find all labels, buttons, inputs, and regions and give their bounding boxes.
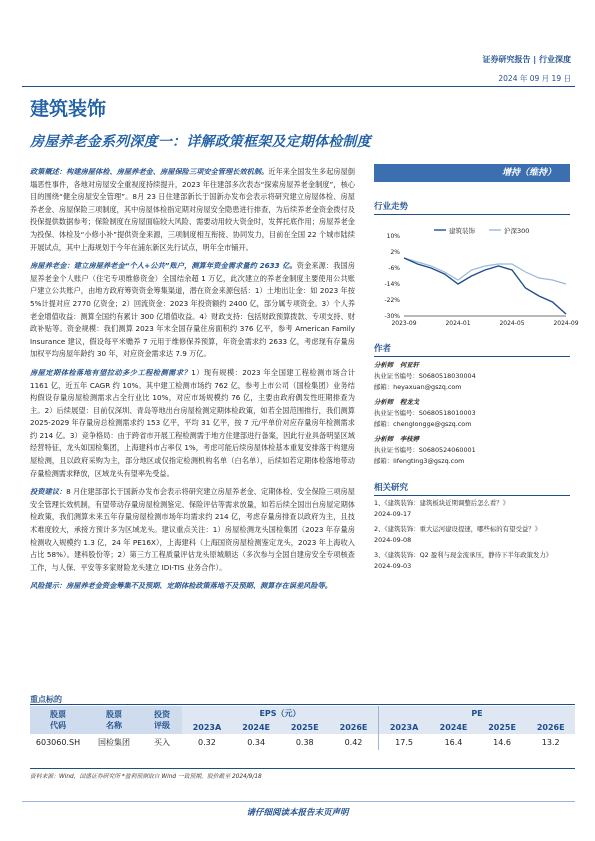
author-role: 分析师 [374, 435, 394, 443]
related-item-date: 2024-09-03 [374, 562, 412, 570]
authors-heading: 作者 [374, 342, 570, 357]
col-group-eps: EPS（元） [182, 706, 378, 720]
author-email: 邮箱：lifengting3@gszq.com [374, 457, 465, 465]
author-block-2 [374, 397, 570, 430]
col-year: 2026E [329, 720, 378, 734]
x-tick-label: 2024-05 [499, 320, 525, 327]
footer-divider [22, 801, 575, 802]
col-header-code: 股票 代码 [30, 706, 86, 734]
x-tick-label: 2023-09 [391, 320, 417, 327]
legend-label-b: 沪深300 [504, 227, 530, 235]
disclaimer-footer: 请仔细阅读本报告末页声明 [246, 808, 349, 818]
legend-label-a: 建筑装饰 [449, 227, 475, 235]
table-row [30, 734, 575, 750]
pension-paragraph [30, 260, 355, 361]
author-name-row [374, 397, 570, 408]
col-year: 2025E [478, 720, 527, 734]
col-year: 2026E [526, 720, 575, 734]
cell-eps: 0.38 [295, 737, 314, 747]
y-tick-label: 2% [390, 249, 400, 256]
policy-text: 近年来全国发生多起房屋倒塌恶性事件，各地对房屋安全重视度持续提升，2023 年住建部多次表态“探索房屋养老金制度”，核心目的围绕“健全房屋安全管理”。8月 23 日住建部新长于国新办发布会表示将研究建立房屋体检、房屋养老金、房屋保险三项制度，其中房屋体检指定期对房屋安全隐患进行排查，为后续养老金资金拨付及投保提供数据参考；保险制度在房屋面临较大风险、需要动用较大资金时，发挥托底作用；房屋养老金为投保、体检及“小修小补”提供资金来源，三项制度相互衔接、协同发力，目前在全国 22 个城市陆续开展试点，其中上海规划于今年在浦东新区先行试点，明年全市铺开。 [30, 167, 355, 252]
author-name: 程龙戈 [399, 398, 420, 406]
investment-lead: 投资建议： [30, 487, 67, 497]
investment-text: 8 月住建部部长于国新办发布会表示将研究建立房屋养老金、定期体检、安全保险三项房屋安全管理长效机制，有望带动存量房屋检测鉴定、保险评估等需求放量，如若后续全国出台房屋定期体检政策，我们测算未来五年存量房屋检测市场年均需求约 214 亿，考虑存量房排查以政府为主，且技术难度较大，承接方预计多为区域龙头。建议重点关注：1）房屋检测龙头国检集团（2023 年存量房检测收入规模约 1.3 亿，24 年 PE16X），上海建科（上海国资房屋检测鉴定龙头，2023 年上海收入占比 58%）。建科股份等；2）第三方工程质量评估龙头原城顺达（多次参与全国自建房安全专项核查工作，与人保、平安等多家财险龙头建立 IDI-TIS 业务合作）。 [30, 487, 355, 572]
author-name-row [374, 434, 570, 445]
inspection-paragraph [30, 367, 355, 480]
table-caption: 重点标的 [30, 695, 62, 704]
related-item[interactable] [374, 524, 570, 546]
related-item-title: 3、《建筑装饰：Q2 盈利与现金流承压，静待下半年政策发力》 [374, 551, 553, 559]
pension-lead: 房屋养老金：建立房屋养老金“个人+公共”账户，测算年资金需求量约 2633 亿。 [30, 261, 297, 271]
rating-label: 增持（维持） [501, 168, 556, 178]
y-tick-label: -6% [388, 265, 400, 272]
col-header-name: 股票 名称 [86, 706, 142, 734]
cell-eps: 0.34 [247, 737, 266, 747]
report-date: 2024 年 09 月 19 日 [498, 74, 571, 83]
report-title: 房屋养老金系列深度一：详解政策框架及定期体检制度 [30, 134, 371, 150]
series-line-hs300 [404, 258, 566, 284]
col-year: 2025E [280, 720, 329, 734]
author-name: 何亚轩 [399, 361, 420, 369]
table-top-rule [30, 704, 575, 705]
trend-heading: 行业走势 [374, 200, 570, 215]
author-license: 执业证书编号：S0680518010003 [374, 409, 476, 417]
y-tick-label: -30% [384, 313, 400, 320]
col-year: 2023A [378, 720, 429, 734]
author-license: 执业证书编号：S0680518030004 [374, 372, 476, 380]
cell-code: 603060.SH [35, 737, 81, 747]
sector-name: 建筑装饰 [30, 98, 107, 120]
related-item-title: 2、《建筑装饰：重大运河建设提速，哪些标的有望受益？》 [374, 525, 542, 533]
report-type-tags: 证券研究报告 | 行业深度 [482, 55, 571, 64]
rating-banner [374, 164, 570, 182]
author-license: 执业证书编号：S0680524060001 [374, 446, 476, 454]
investment-paragraph [30, 486, 355, 574]
col-group-pe: PE [378, 706, 575, 720]
author-name: 李枝婷 [399, 435, 420, 443]
cell-name: 国检集团 [98, 737, 130, 747]
y-tick-label: 10% [386, 233, 400, 240]
col-year: 2023A [182, 720, 232, 734]
col-year: 2024E [429, 720, 478, 734]
author-name-row [374, 360, 570, 371]
related-item[interactable] [374, 550, 570, 572]
policy-paragraph [30, 166, 355, 254]
author-email: 邮箱：heyaxuan@gszq.com [374, 383, 462, 391]
col-header-rating: 投资 评级 [142, 706, 182, 734]
policy-lead: 政策概述：构建房屋体检、房屋养老金、房屋保险三项安全管理长效机制。 [30, 167, 269, 176]
author-block-1 [374, 360, 570, 393]
related-item-title: 1、《建筑装饰：建筑板块近期调整后怎么看？》 [374, 499, 510, 507]
author-block-3 [374, 434, 570, 467]
related-item[interactable] [374, 498, 570, 520]
related-item-date: 2024-09-08 [374, 536, 412, 544]
x-tick-label: 2024-09 [553, 320, 579, 327]
inspection-text: 1）现有规模：2023 年全国建工程检测市场合计 1161 亿，近五年 CAGR 约 10%。其中建工检测市场约 762 亿，参考上市公司（国检集团）业务结构假设存量房屋检测需求占全行业比 10%，对应市场规模约 76 亿，主要由政府偶发性旺期排查为主。2）后续展望：目前仅深圳、青岛等地出台房屋检测定期体检政策，如若全国范围推行，我们测算 2025-2029 年存量房总检测需求约 153 亿平，平均 31 亿平，按 7 元/平单价对应存量房年检测需求约 214 亿。3）竞争格局：由于跨省市开展工程检测需于地方住建部进行备案，因此行业具备明显区域经营特征，龙头如国检集团，上海建科市占率仅 1%，考虑可能后续房屋体检基本重复安排落于构建房屋检测，且以政府采购为主，部分地区或仅指定检测机构名单（白名单），后续如若定期体检落地带动存量检测需求释放，区域龙头有望率先受益。 [30, 367, 355, 478]
industry-trend-chart [374, 222, 579, 332]
related-list [374, 498, 570, 572]
author-email: 邮箱：chenglongge@gszq.com [374, 420, 472, 428]
cell-pe: 16.4 [444, 737, 463, 747]
related-heading: 相关研究 [374, 481, 570, 496]
table-bottom-rule [30, 768, 575, 769]
risk-paragraph [30, 580, 355, 593]
risk-text: 风险提示：房屋养老金资金筹集不及预期、定期体检政策落地不及预期、测算存在误差风险等。 [30, 581, 332, 591]
cell-pe: 14.6 [493, 737, 511, 747]
y-tick-label: -14% [384, 281, 400, 288]
author-role: 分析师 [374, 398, 394, 406]
pension-text: 资金来源：我国房屋养老金个人账户（住宅专项维修资金）全国结余超 1 万亿，此次建立的养老金制度主要使用公共账户建立公共账户，由地方政府筹资资金筹集渠道，潜在资金来源包括：1）土地出让金：如 2023 年按 5%计提对应 2770 亿资金；2）回流资金：2023 年投资额约 2400 亿，部分属专项资金。3）个人养老金增值收益：测算全国约有累计 300 亿增值收益。4）财政支持：包括财政预算拨款、专项支持、财政补贴等。资金规模：我们测算 2023 年末全国存量住房面积约 376 亿平，参考 American Family Insurance 建议，假设每平米赡养 7 元用于维修保养预算，年资金需求约 2633 亿，考虑现有存量房加权平均房屋年龄约 30 年，对应资金需求达 7.9 万亿。 [30, 261, 355, 359]
table-source-note: 资料来源：Wind，国盛证券研究所 *盈利预测取自 Wind 一致预期，股价截至 2024/9/18 [30, 774, 262, 780]
inspection-lead: 房屋定期体检落地有望拉动多少工程检测需求？ [30, 367, 192, 377]
header-divider [22, 86, 575, 87]
col-year: 2024E [232, 720, 281, 734]
main-summary [30, 166, 355, 593]
cell-rating: 买入 [154, 737, 170, 747]
cell-eps: 0.32 [198, 737, 216, 747]
estimates-table [30, 706, 575, 750]
x-tick-label: 2024-01 [445, 320, 471, 327]
cell-pe: 17.5 [378, 734, 429, 750]
cell-eps: 0.42 [344, 737, 363, 747]
y-tick-label: -22% [384, 297, 400, 304]
author-role: 分析师 [374, 361, 394, 369]
cell-pe: 13.2 [541, 737, 560, 747]
related-item-date: 2024-09-17 [374, 510, 412, 518]
